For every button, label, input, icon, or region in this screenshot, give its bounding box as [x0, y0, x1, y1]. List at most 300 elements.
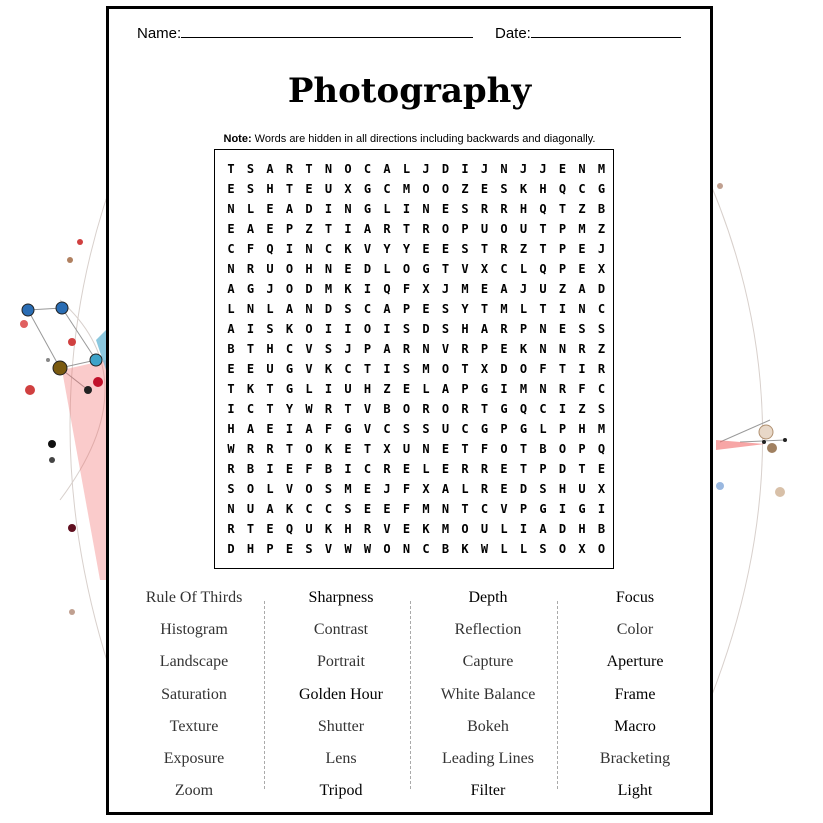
grid-letter: O	[500, 222, 508, 236]
grid-letter: I	[519, 522, 528, 536]
grid-letter: N	[578, 162, 586, 176]
grid-letter: T	[285, 182, 294, 196]
grid-letter: X	[578, 542, 586, 556]
grid-letter: E	[441, 202, 450, 216]
grid-letter: O	[441, 222, 450, 236]
grid-letter: O	[246, 482, 255, 496]
grid-letter: P	[558, 262, 567, 276]
grid-letter: J	[480, 162, 489, 176]
grid-letter: O	[305, 482, 313, 496]
grid-letter: L	[383, 202, 391, 216]
grid-letter: N	[422, 342, 430, 356]
grid-letter: T	[363, 362, 372, 376]
grid-letter: E	[402, 382, 411, 396]
name-line	[181, 23, 473, 38]
grid-letter: N	[246, 302, 255, 316]
grid-letter: P	[461, 222, 469, 236]
grid-letter: U	[480, 222, 489, 236]
grid-letter: E	[578, 242, 586, 256]
grid-letter: N	[578, 302, 586, 316]
grid-letter: E	[344, 262, 352, 276]
grid-letter: J	[266, 282, 274, 296]
grid-letter: D	[305, 202, 313, 216]
grid-letter: J	[519, 282, 528, 296]
grid-row	[221, 379, 611, 399]
grid-letter: U	[402, 442, 411, 456]
word-list-item: Sharpness	[308, 589, 374, 606]
grid-letter: R	[500, 202, 508, 216]
grid-letter: G	[519, 422, 528, 436]
grid-letter: Z	[383, 382, 391, 396]
grid-letter: V	[441, 342, 450, 356]
grid-letter: X	[597, 262, 606, 276]
grid-letter: C	[344, 362, 352, 376]
grid-letter: O	[285, 282, 294, 296]
grid-letter: C	[285, 342, 294, 356]
grid-letter: E	[266, 422, 274, 436]
grid-letter: Q	[597, 442, 606, 456]
grid-letter: I	[344, 322, 352, 336]
grid-letter: F	[539, 362, 547, 376]
grid-row	[221, 419, 611, 439]
grid-letter: U	[246, 502, 255, 516]
grid-letter: B	[441, 542, 450, 556]
grid-letter: C	[422, 542, 430, 556]
grid-letter: T	[519, 462, 528, 476]
grid-letter: I	[597, 502, 606, 516]
grid-letter: O	[441, 362, 450, 376]
grid-letter: T	[246, 522, 255, 536]
grid-letter: U	[441, 422, 450, 436]
grid-letter: M	[500, 302, 508, 316]
grid-letter: R	[597, 362, 606, 376]
grid-letter: Q	[285, 522, 294, 536]
grid-letter: D	[227, 542, 235, 556]
note-text: Words are hidden in all directions including backwards and diagonally.	[251, 133, 596, 145]
grid-letter: K	[324, 522, 333, 536]
grid-letter: A	[383, 162, 391, 176]
grid-letter: L	[266, 302, 274, 316]
grid-letter: O	[500, 442, 508, 456]
grid-letter: A	[500, 282, 508, 296]
grid-letter: D	[558, 522, 567, 536]
grid-letter: H	[558, 482, 567, 496]
grid-letter: X	[480, 262, 489, 276]
grid-letter: S	[324, 482, 333, 496]
grid-letter: K	[246, 382, 255, 396]
grid-letter: X	[344, 182, 352, 196]
word-list-item: Lens	[325, 750, 357, 767]
grid-letter: V	[383, 522, 391, 536]
grid-row	[221, 359, 611, 379]
grid-letter: N	[422, 442, 430, 456]
date-field[interactable]	[495, 23, 681, 42]
name-label: Name:	[137, 25, 182, 42]
grid-letter: S	[461, 202, 469, 216]
grid-letter: T	[324, 222, 333, 236]
grid-letter: S	[402, 362, 411, 376]
grid-row	[221, 439, 611, 459]
grid-letter: V	[363, 402, 372, 416]
grid-letter: P	[500, 422, 508, 436]
word-list-item: White Balance	[440, 685, 536, 703]
grid-letter: O	[402, 262, 411, 276]
grid-letter: N	[539, 342, 547, 356]
grid-letter: L	[422, 382, 430, 396]
grid-letter: O	[558, 542, 567, 556]
grid-letter: N	[539, 322, 547, 336]
grid-letter: E	[246, 362, 255, 376]
grid-letter: R	[246, 442, 255, 456]
grid-letter: P	[558, 422, 567, 436]
grid-letter: I	[383, 362, 391, 376]
grid-letter: R	[422, 402, 430, 416]
grid-letter: M	[422, 502, 430, 516]
grid-row	[221, 179, 611, 199]
word-list-item: Contrast	[313, 621, 369, 639]
grid-letter: P	[402, 302, 411, 316]
grid-letter: O	[441, 402, 450, 416]
grid-letter: W	[363, 542, 372, 556]
grid-letter: P	[266, 542, 274, 556]
grid-letter: M	[324, 282, 333, 296]
grid-letter: M	[597, 422, 606, 436]
grid-letter: E	[363, 482, 372, 496]
grid-letter: O	[402, 402, 411, 416]
grid-letter: H	[344, 522, 352, 536]
grid-letter: N	[402, 542, 411, 556]
grid-letter: R	[285, 162, 294, 176]
grid-letter: C	[305, 502, 313, 516]
grid-letter: K	[344, 282, 352, 296]
grid-letter: U	[324, 182, 333, 196]
grid-letter: D	[597, 282, 606, 296]
grid-letter: N	[539, 382, 547, 396]
grid-letter: O	[305, 442, 313, 456]
grid-letter: C	[363, 462, 372, 476]
grid-letter: S	[344, 302, 352, 316]
grid-letter: P	[519, 322, 528, 336]
word-list-item: Zoom	[174, 782, 214, 800]
grid-letter: S	[539, 542, 547, 556]
word-list-item: Color	[616, 621, 654, 639]
grid-letter: X	[422, 282, 430, 296]
grid-letter: R	[578, 342, 586, 356]
grid-letter: N	[344, 202, 352, 216]
grid-letter: S	[266, 322, 274, 336]
grid-letter: R	[383, 222, 391, 236]
word-list-item: Golden Hour	[299, 685, 383, 703]
grid-letter: C	[539, 402, 547, 416]
grid-letter: N	[227, 502, 235, 516]
grid-letter: T	[266, 402, 274, 416]
grid-letter: M	[344, 482, 352, 496]
grid-letter: A	[383, 342, 391, 356]
grid-letter: P	[363, 342, 372, 356]
grid-letter: Z	[461, 182, 469, 196]
grid-letter: N	[305, 302, 313, 316]
grid-letter: R	[480, 482, 489, 496]
grid-letter: S	[461, 242, 469, 256]
grid-letter: R	[500, 322, 508, 336]
grid-letter: K	[324, 362, 333, 376]
grid-letter: V	[500, 502, 508, 516]
grid-letter: V	[305, 362, 313, 376]
grid-letter: F	[480, 442, 489, 456]
grid-letter: C	[461, 422, 469, 436]
word-list-item: Exposure	[163, 750, 225, 767]
word-list-item: Saturation	[161, 685, 227, 703]
grid-letter: R	[422, 222, 430, 236]
grid-letter: N	[558, 342, 567, 356]
grid-letter: N	[324, 262, 333, 276]
grid-letter: D	[324, 302, 333, 316]
grid-letter: I	[246, 322, 255, 336]
grid-letter: D	[500, 362, 508, 376]
grid-letter: E	[480, 182, 489, 196]
grid-row	[221, 399, 611, 419]
grid-letter: B	[227, 342, 235, 356]
grid-letter: T	[441, 262, 450, 276]
grid-letter: Q	[266, 242, 274, 256]
grid-letter: H	[266, 182, 274, 196]
grid-letter: A	[246, 422, 255, 436]
word-list-item: Histogram	[160, 621, 228, 639]
grid-letter: H	[519, 202, 528, 216]
grid-letter: O	[519, 362, 528, 376]
grid-letter: A	[441, 482, 450, 496]
grid-letter: P	[578, 442, 586, 456]
grid-letter: L	[227, 302, 235, 316]
grid-letter: O	[441, 182, 450, 196]
grid-letter: G	[246, 282, 255, 296]
grid-letter: G	[285, 362, 294, 376]
grid-letter: S	[227, 482, 235, 496]
grid-letter: Y	[383, 242, 391, 256]
grid-letter: K	[285, 322, 294, 336]
grid-letter: O	[344, 162, 352, 176]
grid-letter: I	[324, 322, 333, 336]
grid-letter: C	[246, 402, 255, 416]
grid-row	[221, 339, 611, 359]
grid-letter: Y	[461, 302, 469, 316]
grid-letter: J	[597, 242, 606, 256]
grid-row	[221, 279, 611, 299]
grid-letter: C	[480, 502, 489, 516]
grid-letter: T	[461, 362, 469, 376]
grid-letter: Q	[383, 282, 391, 296]
grid-letter: L	[519, 262, 528, 276]
word-list-item: Light	[617, 782, 653, 800]
grid-letter: I	[402, 202, 411, 216]
grid-letter: O	[383, 542, 391, 556]
grid-letter: D	[558, 462, 567, 476]
grid-letter: A	[383, 302, 391, 316]
grid-letter: L	[519, 302, 528, 316]
grid-letter: E	[285, 542, 294, 556]
grid-letter: Q	[539, 202, 547, 216]
grid-letter: Q	[519, 402, 528, 416]
grid-letter: A	[363, 222, 372, 236]
grid-letter: T	[539, 302, 547, 316]
grid-letter: A	[539, 522, 547, 536]
grid-letter: R	[227, 462, 235, 476]
grid-letter: Z	[305, 222, 313, 236]
grid-letter: A	[441, 382, 450, 396]
grid-letter: E	[422, 242, 430, 256]
grid-letter: M	[441, 522, 450, 536]
grid-letter: V	[305, 342, 313, 356]
grid-letter: K	[519, 182, 528, 196]
grid-letter: S	[324, 342, 333, 356]
grid-letter: U	[480, 522, 489, 536]
grid-letter: W	[227, 442, 235, 456]
grid-letter: T	[578, 462, 586, 476]
grid-letter: N	[227, 202, 235, 216]
grid-letter: I	[578, 362, 586, 376]
grid-letter: E	[422, 302, 430, 316]
grid-letter: T	[266, 382, 274, 396]
grid-letter: P	[558, 242, 567, 256]
grid-row	[221, 519, 611, 539]
grid-letter: C	[597, 302, 606, 316]
grid-letter: A	[227, 282, 235, 296]
grid-letter: U	[539, 282, 547, 296]
grid-letter: R	[363, 522, 372, 536]
grid-letter: O	[285, 262, 294, 276]
grid-letter: S	[246, 162, 255, 176]
grid-row	[221, 199, 611, 219]
grid-letter: F	[578, 382, 586, 396]
grid-letter: L	[422, 462, 430, 476]
grid-letter: U	[266, 262, 274, 276]
grid-letter: H	[266, 342, 274, 356]
grid-letter: A	[285, 302, 294, 316]
grid-letter: H	[246, 542, 255, 556]
grid-letter: Q	[539, 262, 547, 276]
grid-letter: Q	[558, 182, 567, 196]
grid-letter: S	[402, 322, 411, 336]
grid-letter: D	[305, 282, 313, 296]
grid-letter: D	[519, 482, 528, 496]
grid-letter: P	[480, 342, 489, 356]
grid-letter: K	[461, 542, 469, 556]
grid-letter: E	[500, 482, 508, 496]
grid-letter: T	[539, 242, 547, 256]
grid-letter: K	[344, 242, 352, 256]
worksheet	[106, 6, 713, 815]
grid-letter: T	[519, 442, 528, 456]
grid-letter: R	[324, 402, 333, 416]
grid-letter: R	[461, 342, 469, 356]
grid-letter: H	[539, 182, 547, 196]
grid-letter: N	[500, 162, 508, 176]
grid-letter: T	[305, 162, 313, 176]
grid-letter: G	[363, 202, 372, 216]
grid-letter: I	[324, 202, 333, 216]
grid-letter: X	[422, 482, 430, 496]
grid-letter: Z	[597, 342, 606, 356]
grid-letter: G	[344, 422, 352, 436]
grid-letter: N	[227, 262, 235, 276]
grid-letter: M	[422, 362, 430, 376]
grid-letter: C	[363, 302, 372, 316]
grid-letter: H	[578, 522, 586, 536]
grid-letter: S	[597, 402, 606, 416]
grid-letter: U	[578, 482, 586, 496]
grid-letter: T	[227, 162, 235, 176]
grid-letter: O	[461, 522, 469, 536]
grid-letter: E	[480, 282, 489, 296]
grid-letter: S	[441, 302, 450, 316]
grid-row	[221, 539, 611, 559]
grid-letter: T	[402, 222, 411, 236]
grid-letter: F	[324, 422, 333, 436]
grid-letter: K	[422, 522, 430, 536]
grid-letter: I	[461, 162, 469, 176]
grid-letter: A	[305, 422, 313, 436]
grid-letter: C	[227, 242, 235, 256]
grid-letter: B	[597, 202, 606, 216]
grid-row	[221, 219, 611, 239]
grid-letter: A	[266, 502, 274, 516]
grid-letter: Z	[519, 242, 528, 256]
grid-letter: S	[578, 322, 586, 336]
grid-letter: J	[441, 282, 450, 296]
grid-letter: E	[500, 462, 508, 476]
grid-letter: V	[363, 422, 372, 436]
grid-letter: L	[246, 202, 255, 216]
word-list-item: Rule Of Thirds	[145, 589, 243, 606]
grid-letter: X	[597, 482, 606, 496]
grid-letter: R	[461, 462, 469, 476]
grid-letter: G	[480, 382, 489, 396]
name-field[interactable]	[137, 23, 473, 42]
grid-letter: R	[480, 202, 489, 216]
grid-letter: C	[597, 382, 606, 396]
grid-letter: H	[227, 422, 235, 436]
grid-letter: Y	[402, 242, 411, 256]
grid-letter: O	[305, 322, 313, 336]
grid-letter: R	[383, 462, 391, 476]
word-list-item: Shutter	[317, 717, 365, 735]
grid-letter: C	[363, 162, 372, 176]
grid-letter: S	[305, 542, 313, 556]
date-line	[531, 23, 681, 38]
grid-letter: Y	[285, 402, 294, 416]
grid-letter: E	[363, 502, 372, 516]
grid-letter: E	[500, 342, 508, 356]
word-column	[560, 589, 710, 799]
grid-letter: M	[597, 162, 606, 176]
grid-letter: D	[422, 322, 430, 336]
grid-letter: S	[422, 422, 430, 436]
grid-letter: T	[246, 342, 255, 356]
grid-letter: K	[285, 502, 294, 516]
word-list-item: Portrait	[317, 653, 365, 671]
grid-letter: M	[461, 282, 469, 296]
grid-letter: P	[539, 462, 547, 476]
date-label: Date:	[495, 25, 531, 42]
grid-letter: I	[383, 322, 391, 336]
grid-letter: E	[402, 522, 411, 536]
grid-letter: J	[344, 342, 352, 356]
grid-letter: T	[285, 442, 294, 456]
grid-letter: H	[578, 422, 586, 436]
grid-letter: V	[285, 482, 294, 496]
grid-letter: B	[597, 522, 606, 536]
grid-letter: F	[246, 242, 255, 256]
